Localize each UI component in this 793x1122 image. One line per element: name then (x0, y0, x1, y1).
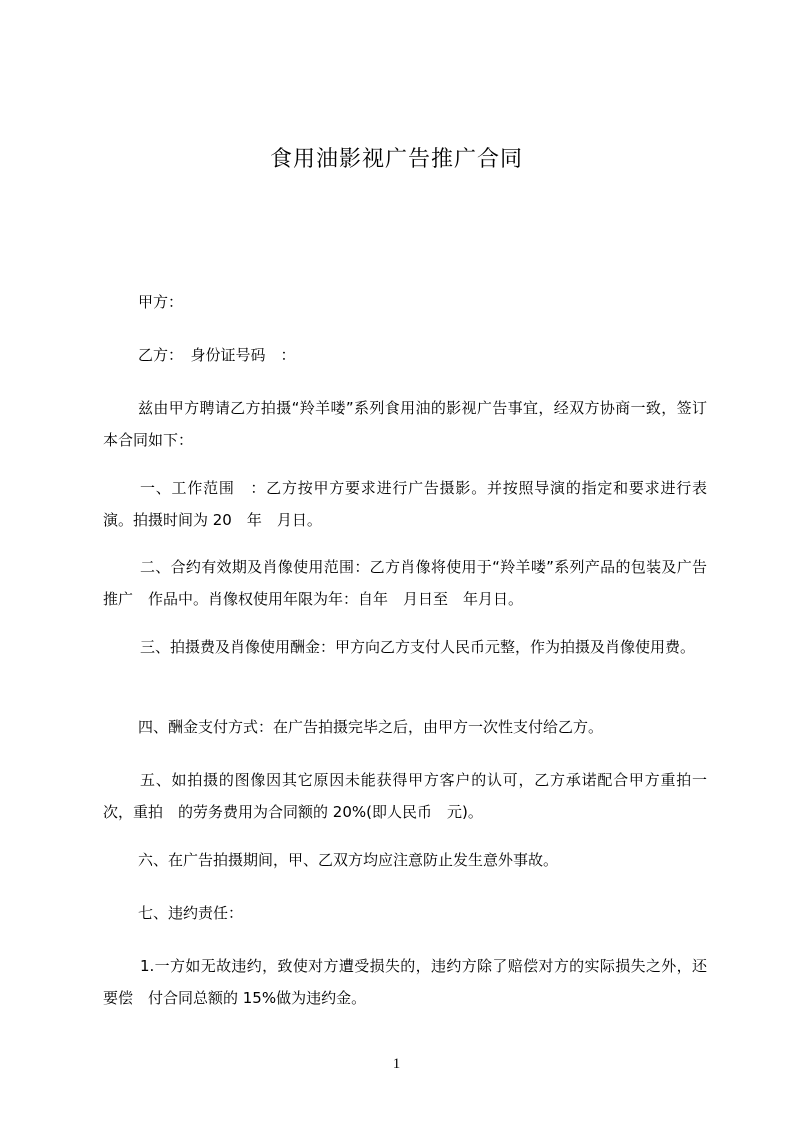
clause-4: 四、酬金支付方式：在广告拍摄完毕之后，由甲方一次性支付给乙方。 (138, 718, 604, 736)
intro-paragraph: 兹由甲方聘请乙方拍摄“羚羊喽”系列食用油的影视广告事宜，经双方协商一致，签订本合同如下： (103, 399, 707, 449)
clause-7-item-1: 1.一方如无故违约，致使对方遭受损失的，违约方除了赔偿对方的实际损失之外，还要偿 付合同总额的 15%做为违约金。 (103, 957, 707, 1007)
page-number: 1 (392, 1056, 401, 1072)
clause-1: 一、工作范围 ：乙方按甲方要求进行广告摄影。并按照导演的指定和要求进行表演。拍摄时间为 20 年 月日。 (103, 479, 707, 529)
clause-7: 七、违约责任： (138, 904, 244, 922)
clause-3: 三、拍摄费及肖像使用酬金：甲方向乙方支付人民币元整，作为拍摄及肖像使用费。 (140, 638, 696, 656)
party-b-line: 乙方： 身份证号码 ： (138, 346, 296, 364)
clause-6: 六、在广告拍摄期间，甲、乙双方均应注意防止发生意外事故。 (138, 851, 559, 869)
clause-2: 二、合约有效期及肖像使用范围：乙方肖像将使用于“羚羊喽”系列产品的包装及广告推广 作品中。肖像权使用年限为年：自年 月日至 年月日。 (103, 558, 707, 608)
clause-5: 五、如拍摄的图像因其它原因未能获得甲方客户的认可，乙方承诺配合甲方重拍一次，重拍 的劳务费用为合同额的 20%(即人民币 元)。 (103, 771, 707, 821)
party-a-line: 甲方： (138, 293, 184, 311)
document-title: 食用油影视广告推广合同 (269, 147, 523, 172)
